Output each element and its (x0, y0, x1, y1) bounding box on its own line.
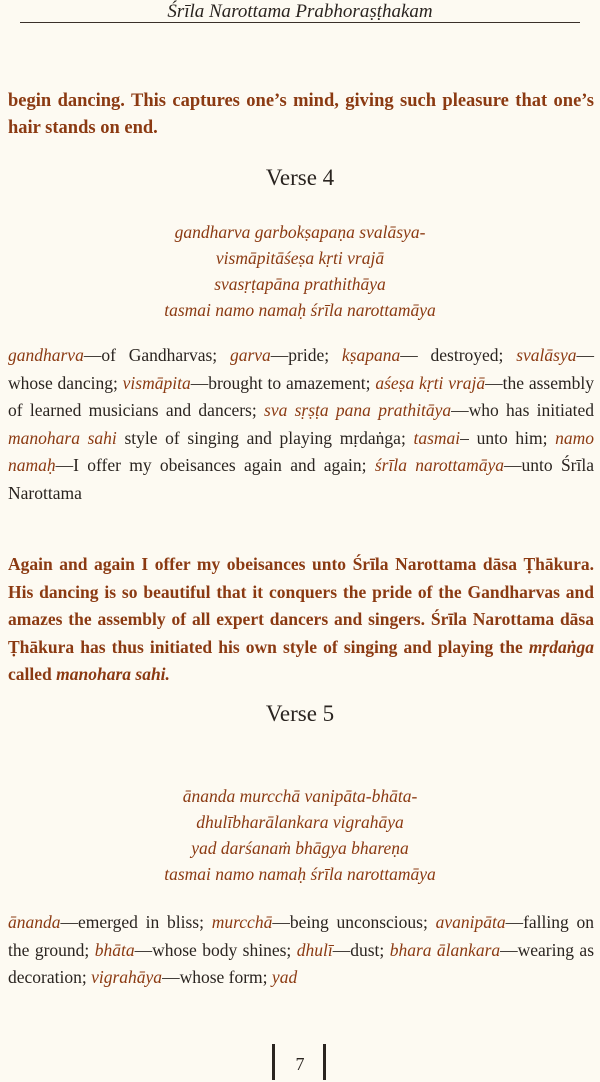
term: tasmai (413, 427, 461, 448)
text-run: —whose body shines; (134, 939, 297, 960)
text-run: —emerged in bliss; (60, 912, 212, 932)
term: manohara sahi. (56, 664, 170, 684)
text-run: —whose form; (162, 967, 272, 987)
term: mṛdaṅga (528, 636, 594, 657)
footer-rule-right (323, 1044, 326, 1080)
page-number: 7 (295, 1054, 305, 1074)
term: avanipāta (435, 912, 506, 932)
term: namo namaḥ (8, 427, 595, 475)
term: murcchā (211, 912, 273, 932)
verse-5-lines (0, 783, 600, 887)
intro-paragraph: begin dancing. This captures one’s mind, giving such pleasure that one’s hair stands on end. (8, 91, 594, 138)
text-run: —of Gandharvas; (83, 345, 230, 365)
text-run: —whose dancing; (8, 345, 594, 393)
verse-line: gandharva garbokṣapaṇa svalāsya- (174, 222, 426, 242)
text-run: style of singing and playing mṛdaṅga; (116, 427, 414, 448)
text-run: —pride; (270, 345, 342, 365)
text-run: — destroyed; (400, 345, 517, 365)
verse-4-translation (8, 551, 594, 689)
verse-line: yad darśanaṁ bhāgya bhareṇa (191, 838, 409, 858)
text-run: —the assembly of learned musicians and dancers; (8, 372, 594, 420)
page-footer (0, 1040, 600, 1082)
term: vismāpita (122, 372, 191, 393)
text-run: Again and again I offer my obeisances unto Śrīla Narottama dāsa Ṭhākura. His dancing is so beautiful that it conquers the pride of the Gandharvas and amazes the assembly of all expert dancers and singers. Śrīla Narottama dāsa Ṭhākura has thus initiated his own style of singing and playing the (8, 554, 594, 657)
verse-4-lines (0, 219, 600, 323)
verse-line: tasmai namo namaḥ śrīla narottamāya (164, 864, 436, 884)
term: kṣapana (341, 345, 401, 365)
verse-line: vismāpitāśeṣa kṛti vrajā (215, 248, 385, 268)
text-run: called (8, 664, 57, 684)
term: svalāsya (516, 345, 577, 365)
verse-line: tasmai namo namaḥ śrīla narottamāya (164, 300, 436, 320)
term: dhulī (296, 939, 333, 960)
verse-line: dhulībharālankara vigrahāya (196, 812, 404, 832)
term: bhara ālankara (389, 939, 501, 960)
text-run: —unto Śrīla Narottama (8, 455, 594, 503)
verse-4-word-meanings (8, 342, 594, 507)
running-title: Śrīla Narottama Prabhoraṣṭhakam (167, 1, 433, 22)
term: gandharva (8, 345, 84, 365)
term: bhāta (94, 939, 135, 960)
verse-line: svasṛṭapāna prathithāya (214, 274, 386, 294)
term: ānanda (8, 912, 61, 932)
term: yad (271, 967, 298, 987)
running-header (20, 2, 580, 23)
text-run: —being unconscious; (272, 912, 436, 932)
text-run: —I offer my obeisances again and again; (55, 455, 375, 475)
text-run: —falling on the ground; (8, 912, 595, 960)
verse-4-title: Verse 4 (265, 165, 335, 190)
text-run: —who has initiated (451, 400, 595, 420)
verse-5-title: Verse 5 (265, 701, 335, 726)
term: vigrahāya (91, 967, 163, 987)
term: garva (229, 345, 271, 365)
verse-5-word-meanings (8, 909, 594, 992)
text-run: —wearing as decoration; (8, 939, 595, 987)
term: aśeṣa kṛti vrajā (375, 372, 486, 393)
term: manohara sahi (8, 427, 117, 448)
term: śrīla narottamāya (374, 455, 505, 475)
text-run: —brought to amazement; (190, 372, 376, 393)
term: sva sṛṣṭa pana prathitāya (264, 400, 452, 420)
verse-line: ānanda murcchā vanipāta-bhāta- (182, 786, 418, 806)
text-run: —dust; (332, 939, 390, 960)
text-run: – unto him; (460, 427, 556, 448)
